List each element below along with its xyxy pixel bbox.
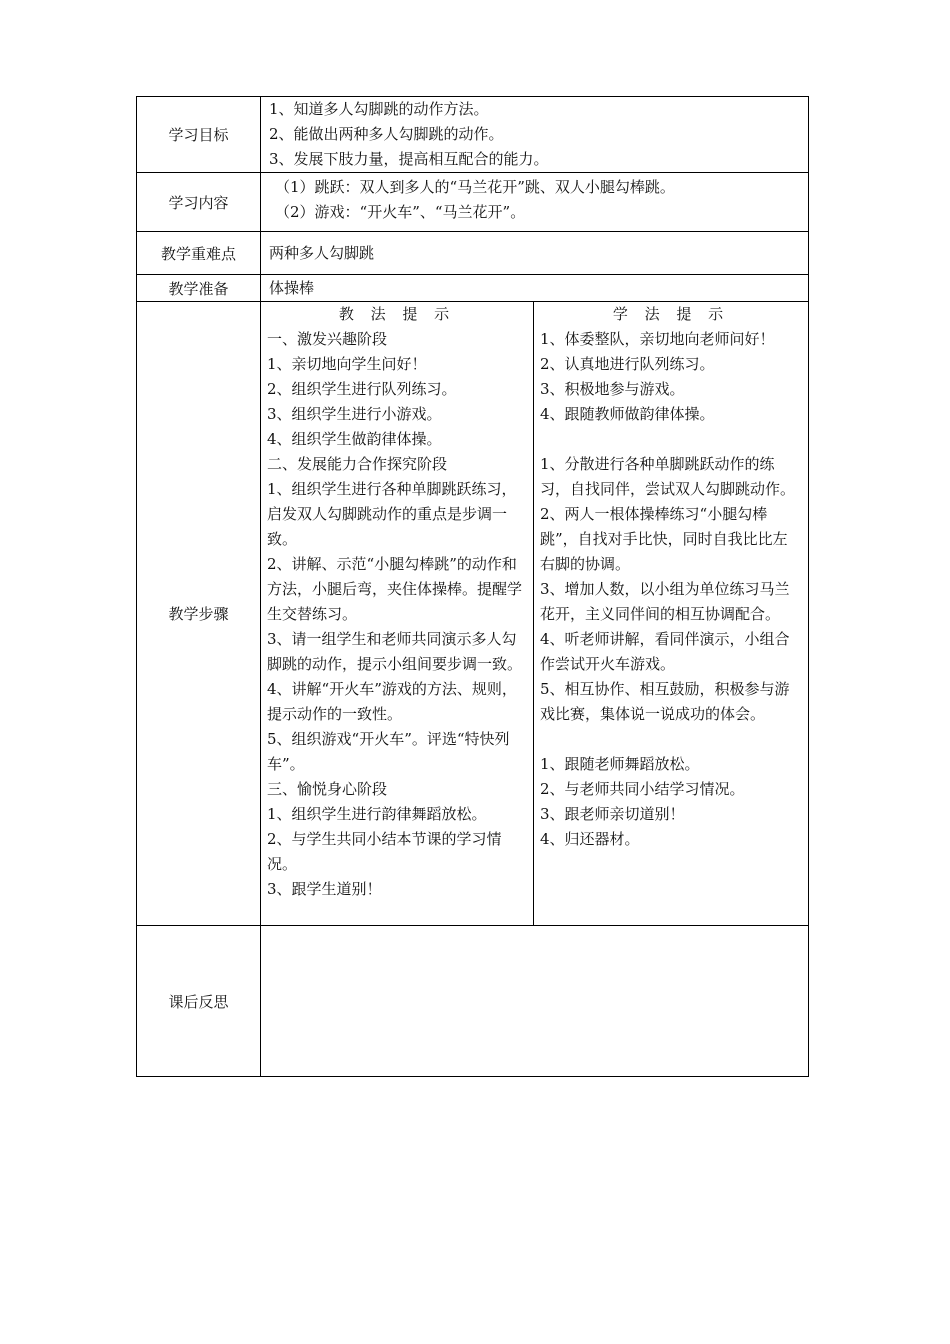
objective-item: 1、知道多人勾脚跳的动作方法。 (269, 100, 489, 118)
teacher-item: 5、组织游戏“开火车”。评选“特快列车”。 (267, 730, 510, 773)
student-item: 5、相互协作、相互鼓励，积极参与游戏比赛，集体说一说成功的体会。 (540, 680, 790, 723)
teacher-column (261, 302, 534, 925)
student-item: 4、归还器材。 (540, 830, 640, 848)
student-column (534, 302, 809, 925)
reflection-label: 课后反思 (137, 926, 261, 1077)
student-item: 1、体委整队，亲切地向老师问好！ (540, 330, 775, 348)
steps-inner-table (261, 302, 808, 925)
key-points-value: 两种多人勾脚跳 (269, 243, 375, 262)
teacher-item: 1、组织学生进行各种单脚跳跃练习，启发双人勾脚跳动作的重点是步调一致。 (267, 480, 517, 548)
student-item: 3、跟老师亲切道别！ (540, 805, 685, 823)
preparation-value: 体操棒 (269, 278, 315, 297)
student-column-header: 学 法 提 示 (612, 305, 730, 323)
reflection-row (137, 926, 809, 1077)
teacher-stage-title: 三、愉悦身心阶段 (267, 780, 388, 798)
student-item: 3、积极地参与游戏。 (540, 380, 685, 398)
teacher-item: 2、与学生共同小结本节课的学习情况。 (267, 830, 502, 873)
student-item: 3、增加人数，以小组为单位练习马兰花开，主义同伴间的相互协调配合。 (540, 580, 790, 623)
teacher-item: 3、请一组学生和老师共同演示多人勾脚跳的动作，提示小组间要步调一致。 (267, 630, 523, 673)
teacher-item: 2、讲解、示范“小腿勾棒跳”的动作和方法，小腿后弯，夹住体操棒。提醒学生交替练习。 (267, 555, 523, 623)
preparation-cell (261, 275, 809, 302)
student-item: 2、与老师共同小结学习情况。 (540, 780, 745, 798)
teacher-stage-title: 一、激发兴趣阶段 (267, 330, 388, 348)
student-item: 2、两人一根体操棒练习“小腿勾棒跳”，自找对手比快，同时自我比比左右脚的协调。 (540, 505, 788, 573)
steps-label: 教学步骤 (137, 302, 261, 926)
lesson-plan-table (136, 96, 809, 1077)
reflection-cell (261, 926, 809, 1077)
teacher-item: 4、讲解“开火车”游戏的方法、规则，提示动作的一致性。 (267, 680, 517, 723)
teacher-item: 2、组织学生进行队列练习。 (267, 380, 457, 398)
spacer (540, 427, 802, 452)
key-points-row (137, 232, 809, 275)
teacher-item: 3、组织学生进行小游戏。 (267, 405, 442, 423)
key-points-cell (261, 232, 809, 275)
steps-row (137, 302, 809, 926)
content-label: 学习内容 (137, 173, 261, 232)
student-item: 4、跟随教师做韵律体操。 (540, 405, 715, 423)
student-item: 1、跟随老师舞蹈放松。 (540, 755, 700, 773)
objectives-cell (261, 97, 809, 173)
teacher-item: 3、跟学生道别！ (267, 880, 382, 898)
objective-item: 3、发展下肢力量，提高相互配合的能力。 (269, 150, 549, 168)
steps-cell (261, 302, 809, 926)
student-item: 4、听老师讲解，看同伴演示，小组合作尝试开火车游戏。 (540, 630, 790, 673)
key-points-label: 教学重难点 (137, 232, 261, 275)
objectives-row (137, 97, 809, 173)
content-item: （1）跳跃：双人到多人的“马兰花开”跳、双人小腿勾棒跳。 (275, 178, 675, 196)
student-item: 1、分散进行各种单脚跳跃动作的练习，自找同伴，尝试双人勾脚跳动作。 (540, 455, 796, 498)
teacher-stage-title: 二、发展能力合作探究阶段 (267, 455, 448, 473)
teacher-item: 1、亲切地向学生问好！ (267, 355, 427, 373)
preparation-row (137, 275, 809, 302)
spacer (540, 727, 802, 752)
content-cell (261, 173, 809, 232)
teacher-item: 4、组织学生做韵律体操。 (267, 430, 442, 448)
teacher-item: 1、组织学生进行韵律舞蹈放松。 (267, 805, 487, 823)
content-item: （2）游戏：“开火车”、“马兰花开”。 (275, 203, 526, 221)
preparation-label: 教学准备 (137, 275, 261, 302)
content-row (137, 173, 809, 232)
objectives-label: 学习目标 (137, 97, 261, 173)
student-item: 2、认真地进行队列练习。 (540, 355, 715, 373)
teacher-column-header: 教 法 提 示 (338, 305, 456, 323)
objective-item: 2、能做出两种多人勾脚跳的动作。 (269, 125, 504, 143)
